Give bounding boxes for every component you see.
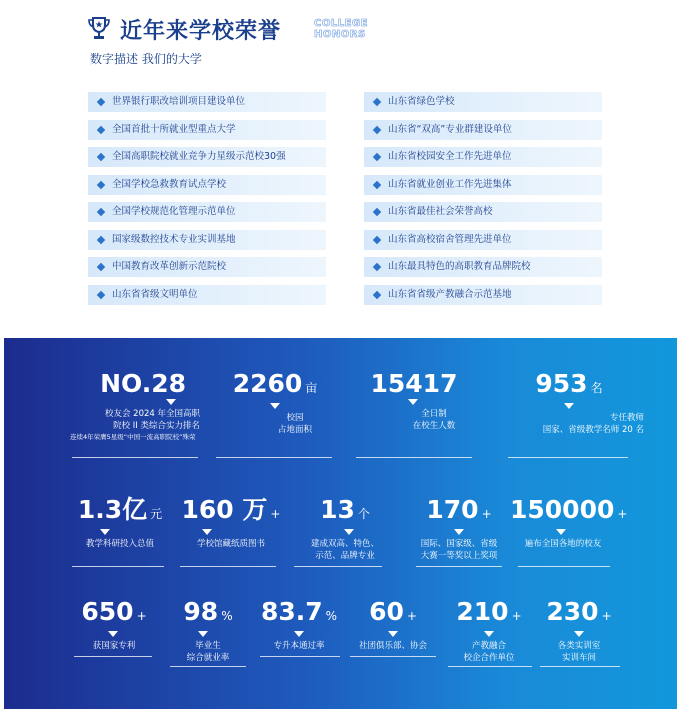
stat-library-books [176,496,286,550]
stat-majors [300,496,390,562]
divider-line [180,566,276,567]
stat-patents [74,598,154,652]
honor-label: 世界银行职改培训项目建设单位 [112,96,246,107]
diamond-bullet-icon [373,208,381,216]
stat-research-investment [64,496,176,550]
stat-number: 953 名 [535,369,603,398]
divider-line [260,656,340,657]
stat-number: 60 + [369,597,417,626]
divider-line [540,666,620,667]
stat-desc: 获国家专利 [92,641,136,651]
stat-campus-area [216,370,334,436]
triangle-marker-icon [294,631,304,637]
honor-label: 山东省校园安全工作先进单位 [388,151,512,162]
honor-item [364,175,602,195]
stat-number: 150000 + [510,495,628,524]
honor-item [88,230,326,250]
divider-line [448,666,532,667]
triangle-marker-icon [556,529,566,535]
triangle-marker-icon [454,529,464,535]
honor-item [364,257,602,277]
trophy-icon [88,16,110,42]
honor-label: 山东省就业创业工作先进集体 [388,178,512,190]
triangle-marker-icon [270,403,280,409]
honor-label: 全国学校规范化管理示范单位 [112,206,236,217]
honor-label: 山东省最佳社会荣誉高校 [388,206,493,217]
stat-awards [414,496,504,562]
stat-number: 98 % [183,597,233,626]
stat-desc: 校友会 2024 年全国高职 院校 II 类综合实力排名 [104,409,200,431]
divider-line [72,457,198,458]
stat-desc: 专任教师 国家、省级教学名师 20 名 [542,413,644,435]
honors-list-left [88,92,326,312]
diamond-bullet-icon [97,180,105,188]
stat-number: NO.28 [100,369,186,398]
diamond-bullet-icon [97,125,105,133]
honor-label: 全国首批十所就业型重点大学 [112,123,236,135]
honor-label: 中国教育改革创新示范院校 [112,261,227,272]
diamond-bullet-icon [373,153,381,161]
honor-item [88,202,326,222]
stat-desc: 校园 占地面积 [277,413,312,435]
honor-label: 国家级数控技术专业实训基地 [112,233,236,245]
stat-desc: 产教融合 校企合作单位 [463,641,515,663]
stat-clubs [348,598,438,652]
stat-number: 2260 亩 [232,369,318,398]
stat-ranking [70,370,200,442]
honor-item [88,92,326,112]
triangle-marker-icon [166,399,176,405]
honor-item [364,202,602,222]
page-subtitle: 数字描述 我们的大学 [90,52,202,66]
stat-number: 210 + [456,597,522,626]
honor-item [88,147,326,167]
honor-item [88,285,326,305]
diamond-bullet-icon [97,235,105,243]
stat-desc: 全日制 在校生人数 [412,409,456,431]
stat-number: 13 个 [320,495,370,524]
stat-students [352,370,476,432]
stat-upgrade-rate [254,598,344,652]
triangle-marker-icon [100,529,110,535]
stat-number: 160 万 + [181,495,281,524]
divider-line [170,666,246,667]
stat-desc: 专升本通过率 [273,641,325,651]
divider-line [356,457,472,458]
stat-desc: 毕业生 综合就业率 [186,641,230,663]
diamond-bullet-icon [373,263,381,271]
diamond-bullet-icon [373,180,381,188]
honor-item [364,147,602,167]
honor-item [88,257,326,277]
stat-desc: 学校馆藏纸质图书 [196,539,265,549]
honor-item [364,92,602,112]
triangle-marker-icon [408,399,418,405]
honor-label: 山东最具特色的高职教育品牌院校 [388,261,531,272]
stat-alumni [510,495,628,550]
stats-panel [4,338,677,709]
honor-label: 全国学校急救教育试点学校 [112,178,227,190]
page-title: 近年来学校荣誉 [120,19,282,44]
stat-note: 连续4年荣膺5星级“中国一流高职院校”殊荣 [70,433,196,441]
stat-desc: 教学科研投入总值 [85,539,154,549]
divider-line [294,566,382,567]
honor-label: 全国高职院校就业竞争力星级示范校30强 [112,151,286,162]
honor-label: 山东省绿色学校 [388,96,455,107]
diamond-bullet-icon [373,98,381,106]
divider-line [350,656,436,657]
stat-number: 83.7 % [260,597,338,626]
stat-training-rooms [534,598,624,664]
diamond-bullet-icon [373,235,381,243]
stat-desc: 社团俱乐部、协会 [358,641,427,651]
diamond-bullet-icon [97,153,105,161]
diamond-bullet-icon [97,263,105,271]
honors-list-right [364,92,602,312]
triangle-marker-icon [388,631,398,637]
divider-line [508,457,628,458]
triangle-marker-icon [574,631,584,637]
diamond-bullet-icon [373,125,381,133]
stat-number: 170 + [426,495,492,524]
triangle-marker-icon [108,631,118,637]
triangle-marker-icon [484,631,494,637]
english-title: COLLEGE HONORS [314,18,368,40]
honor-label: 山东省“双高”专业群建设单位 [388,123,512,135]
stat-partners [444,598,534,664]
honor-item [88,120,326,140]
stat-number: 230 + [546,597,612,626]
diamond-bullet-icon [373,290,381,298]
honor-label: 山东省高校宿舍管理先进单位 [388,233,512,245]
diamond-bullet-icon [97,98,105,106]
triangle-marker-icon [564,403,574,409]
honor-label: 山东省省级产教融合示范基地 [388,288,512,300]
divider-line [74,656,152,657]
stat-number: 650 + [81,597,147,626]
stat-teachers [494,370,644,436]
honor-item [88,175,326,195]
diamond-bullet-icon [97,290,105,298]
section-header [88,12,488,72]
stat-desc: 国际、国家级、省级 大赛一等奖以上奖项 [420,539,498,561]
stat-desc: 建成双高、特色、 示范、品牌专业 [310,539,379,561]
divider-line [416,566,502,567]
triangle-marker-icon [198,631,208,637]
honor-item [364,120,602,140]
triangle-marker-icon [202,529,212,535]
honor-label: 山东省省级文明单位 [112,288,198,300]
divider-line [518,566,610,567]
triangle-marker-icon [344,529,354,535]
stat-desc: 遍布全国各地的校友 [524,539,602,549]
stat-desc: 各类实训室 实训车间 [557,641,601,663]
diamond-bullet-icon [97,208,105,216]
stat-number: 1.3亿 元 [77,495,163,524]
stat-number: 15417 [370,369,458,398]
honor-item [364,230,602,250]
divider-line [72,566,164,567]
stat-employment-rate [168,598,248,664]
honor-item [364,285,602,305]
divider-line [216,457,332,458]
